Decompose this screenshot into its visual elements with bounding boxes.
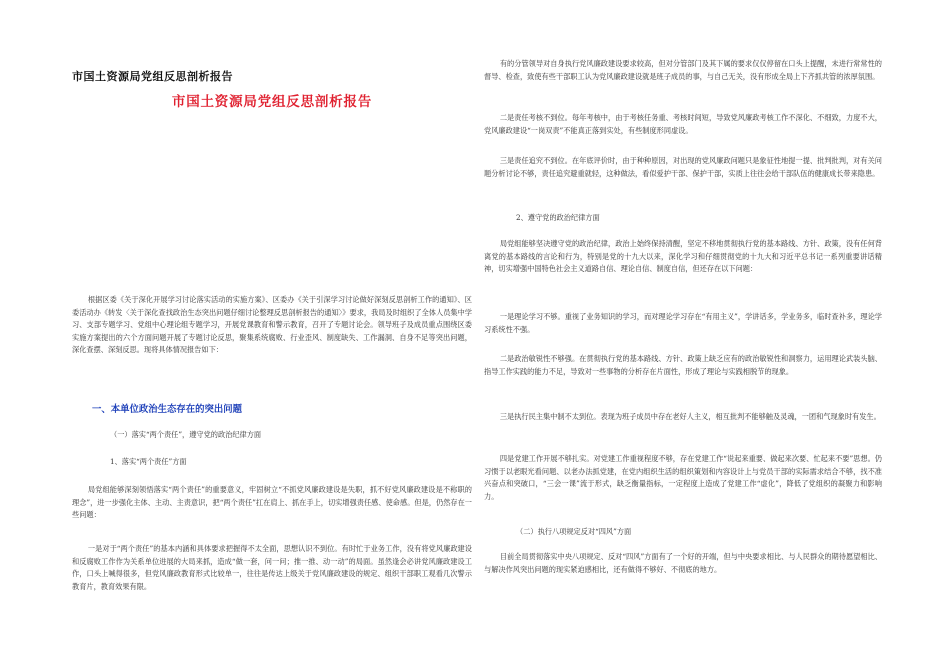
paragraph-party-building: 四是党建工作开展不够扎实。对党建工作重视程度不够，存在党建工作“说起来重要、做起来次要、忙起来不要”思想。仍习惯于以老眼光看问题、以老办法抓党建，在党内组织生活的组织策划和内容设计上与党员干部的实际需求结合不够，找不准兴奋点和突破口，“三会一课”流于形式，缺乏衡量指标，一定程度上造成了党建工作“虚化”，降低了党组织的凝聚力和影响力。 [484,454,882,501]
paragraph-two-responsibilities: 局党组能够深刻领悟落实“两个责任”的重要意义，牢固树立“不抓党风廉政建设是失职，抓不好党风廉政建设是不称职的理念”，进一步强化主体、主动、主责意识，把“两个责任”扛在肩上、抓在手上，切实增强责任感、使命感。但是，仍然存在一些问题： [72,485,472,520]
subsection-heading-3: （二）执行八项规定反对“四风”方面 [516,527,632,536]
paragraph-supervision: 有的分管领导对自身执行党风廉政建设要求较高，但对分管部门及其下属的要求仅仅停留在口头上提醒，未进行常常性的督导、检查，致使有些干部职工认为党风廉政建设就是班子成员的事，与自己无关，没有形成全局上下齐抓共管的浓厚氛围。 [484,59,882,81]
paragraph-political-discipline: 局党组能够坚决遵守党的政治纪律，政治上始终保持清醒，坚定不移地贯彻执行党的基本路线、方针、政策，没有任何背离党的基本路线的言论和行为，特别是党的十九大以来，深化学习和仔细贯彻党的十九大和习近平总书记一系列重要讲话精神，切实增强中国特色社会主义道路自信、理论自信、制度自信，但还存在以下问题： [484,239,882,274]
paragraph-point-two: 二是责任考核不到位。每年考核中，由于考核任务重、考核时间短，导致党风廉政考核工作不深化、不细致，力度不大，党风廉政建设“一岗双责”不能真正落到实处，有些制度形同虚设。 [484,113,882,135]
document-title-main: 市国土资源局党组反思剖析报告 [171,94,373,110]
subsection-heading-1-1: 1、落实“两个责任”方面 [110,457,187,466]
subsection-heading-1: （一）落实“两个责任”，遵守党的政治纪律方面 [110,430,262,439]
paragraph-political-sensitivity: 二是政治敏锐性不够强。在贯彻执行党的基本路线、方针、政策上缺乏应有的政治敏锐性和洞察力，运用理论武装头脑、指导工作实践的能力不足，导致对一些事物的分析存在片面性，形成了理论与实践相脱节的现象。 [484,354,882,376]
intro-paragraph: 根据区委《关于深化开展学习讨论落实活动的实施方案》、区委办《关于引深学习讨论做好深刻反思剖析工作的通知》、区委活动办《转发〈关于深化查找政治生态突出问题仔细讨论整理反思剖析报告的通知〉》要求，我局及时组织了全体人员集中学习、支部专题学习、党组中心理论组专题学习，开展党课教育和警示教育，召开了专题讨论会。领导班子及成员重点围绕区委实施方案提出的六个方面问题开展了专题讨论反思，聚集系统腐败、行业歪风、制度缺失、工作漏洞、自身不足等突出问题，深化查摆、深刻反思。现将具体情况报告如下： [72,295,472,355]
paragraph-democratic-centralism: 三是执行民主集中制不太到位。表现为班子成员中存在老好人主义，相互批判不能够触及灵魂，一团和气现象时有发生。 [499,412,881,421]
subsection-heading-2: 2、遵守党的政治纪律方面 [516,213,600,222]
paragraph-point-three: 三是责任追究不到位。在年底评价时，由于种种原因，对出现的党风廉政问题只是象征性地提一提、批判批判，对有关问题分析讨论不够，责任追究避重就轻，这种做法，看似爱护干部、保护干部，实质上往往会给干部队伍的健康成长带来隐患。 [484,156,882,178]
paragraph-theory-study: 一是理论学习不够。重视了业务知识的学习，而对理论学习存在“有用主义”，学讲话多，学业务多，临时查补多，理论学习系统性不强。 [484,312,882,334]
section-heading-1: 一、本单位政治生态存在的突出问题 [92,404,243,415]
document-title-small: 市国土资源局党组反思剖析报告 [72,70,233,83]
paragraph-eight-rules: 目前全局贯彻落实中央八项规定、反对“四风”方面有了一个好的开端，但与中央要求相比、与人民群众的期待愿望相比、与解决作风突出问题的现实紧迫感相比，还有做得不够好、不彻底的地方。 [484,552,882,574]
paragraph-point-one: 一是对于“两个责任”的基本内涵和具体要求把握得不太全面，思想认识不到位。有时忙于业务工作，没有将党风廉政建设和反腐败工作作为关系单位进展的大局来抓，造成“做一套，问一问；推一推、动一动”的局面。虽然逢会必讲党风廉政建设工作，口头上喊得很多，但党风廉政教育形式比较单一，往往是传达上级关于党风廉政建设的规定、组织干部职工观看几次警示教育片，教育效果有限。 [72,544,472,591]
